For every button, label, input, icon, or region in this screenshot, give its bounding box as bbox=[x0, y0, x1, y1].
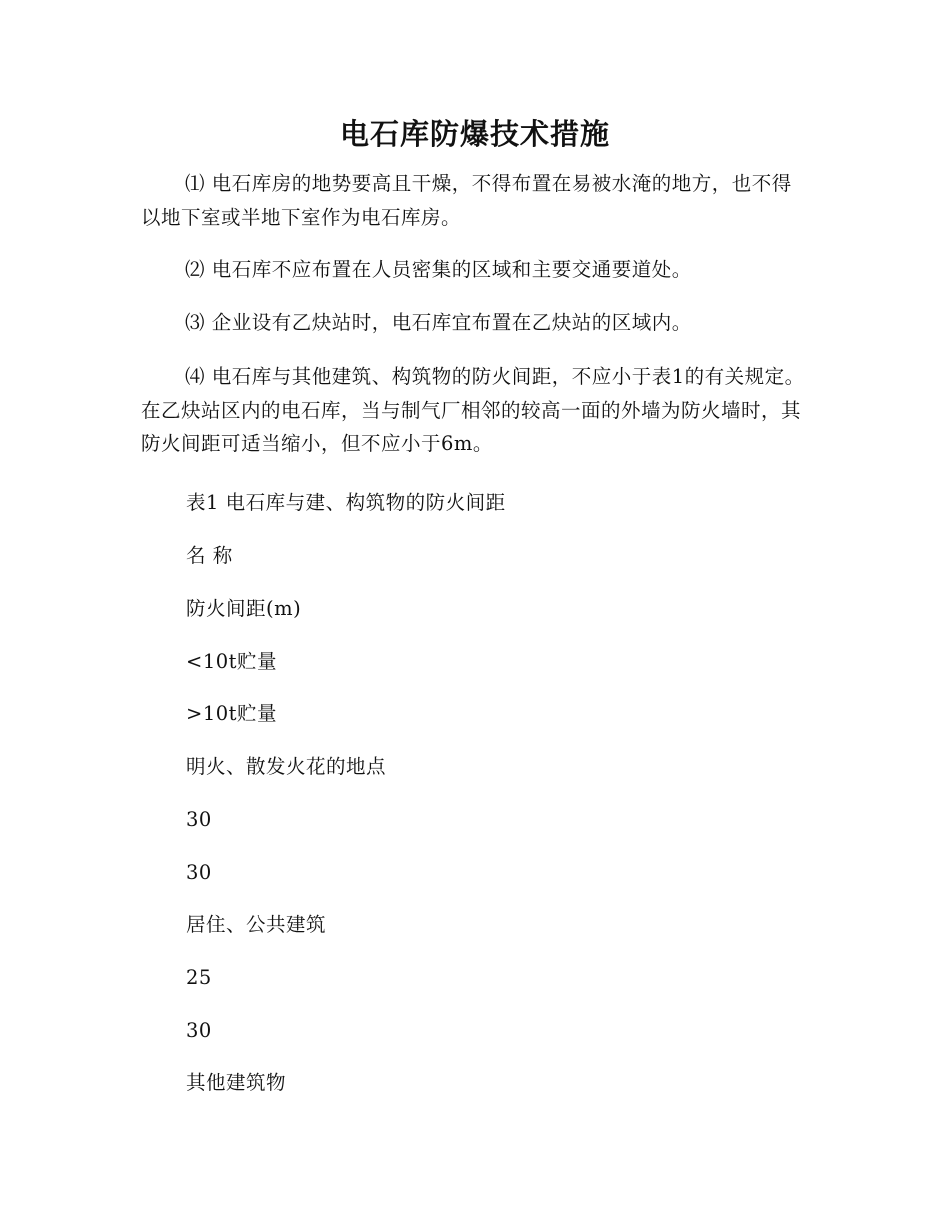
paragraph-2: ⑵ 电石库不应布置在人员密集的区域和主要交通要道处。 bbox=[185, 258, 692, 281]
table-cell-small: 25 bbox=[186, 966, 212, 989]
table-cell-large: 30 bbox=[186, 1019, 212, 1042]
paragraph-3: ⑶ 企业设有乙炔站时，电石库宜布置在乙炔站的区域内。 bbox=[185, 311, 692, 334]
table-header-name: 名 称 bbox=[186, 544, 233, 567]
table-row-name: 明火、散发火花的地点 bbox=[186, 755, 387, 778]
table-row-name: 居住、公共建筑 bbox=[186, 913, 327, 936]
paragraph-1: ⑴ 电石库房的地势要高且干燥，不得布置在易被水淹的地方，也不得以地下室或半地下室作为电石库房。 bbox=[141, 172, 792, 229]
table-header-distance: 防火间距(m) bbox=[186, 597, 302, 620]
table-cell-large: 30 bbox=[186, 861, 212, 884]
paragraph-4: ⑷ 电石库与其他建筑、构筑物的防火间距，不应小于表1的有关规定。在乙炔站区内的电石库，当与制气厂相邻的较高一面的外墙为防火墙时，其防火间距可适当缩小，但不应小于6m。 bbox=[141, 365, 805, 455]
document-title: 电石库防爆技术措施 bbox=[339, 117, 610, 151]
table-col-large: >10t贮量 bbox=[186, 702, 277, 725]
table-caption: 表1 电石库与建、构筑物的防火间距 bbox=[186, 491, 506, 514]
table-row-name: 其他建筑物 bbox=[186, 1071, 287, 1094]
table-col-small: <10t贮量 bbox=[186, 650, 277, 673]
table-cell-small: 30 bbox=[186, 808, 212, 831]
